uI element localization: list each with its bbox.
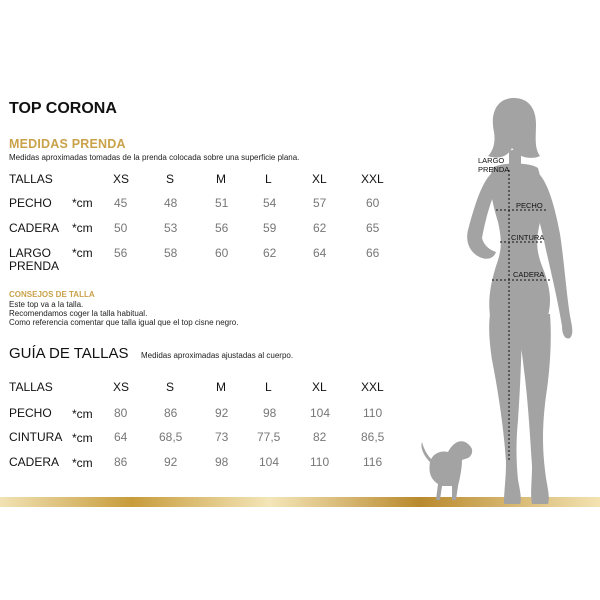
table-cell: 77,5: [257, 430, 281, 444]
consejos-heading: CONSEJOS DE TALLA: [9, 290, 95, 299]
row-label-cadera: CADERA: [9, 221, 60, 235]
size-header: XL: [312, 380, 327, 394]
size-header: S: [166, 172, 175, 186]
size-header: XS: [113, 380, 130, 394]
label-pecho: PECHO: [516, 201, 543, 210]
table-cell: 98: [215, 455, 229, 469]
table-cell: 66: [366, 246, 380, 260]
table-cell: 48: [164, 196, 178, 210]
table-cell: 68,5: [159, 430, 183, 444]
unit-label: *cm: [72, 456, 93, 470]
table-cell: 86: [164, 406, 178, 420]
row-label-cadera: CADERA: [9, 455, 60, 469]
table-cell: 65: [366, 221, 380, 235]
table-cell: 45: [114, 196, 128, 210]
table-cell: 86,5: [361, 430, 385, 444]
size-header: L: [265, 172, 272, 186]
table-cell: 53: [164, 221, 178, 235]
table-cell: 50: [114, 221, 128, 235]
consejos-line: Recomendamos coger la talla habitual.: [9, 309, 148, 318]
size-header: XL: [312, 172, 327, 186]
table-cell: 86: [114, 455, 128, 469]
table-cell: 92: [164, 455, 178, 469]
table-cell: 110: [310, 455, 330, 469]
row-label-largo: LARGO: [9, 246, 52, 260]
medidas-prenda-heading: MEDIDAS PRENDA: [9, 137, 126, 151]
body-measurement-figure: [410, 90, 600, 510]
table-cell: 57: [313, 196, 327, 210]
label-cintura: CINTURA: [511, 233, 545, 242]
guia-heading: GUÍA DE TALLAS: [9, 345, 129, 362]
size-header: XXL: [361, 172, 384, 186]
table-cell: 60: [366, 196, 380, 210]
consejos-line: Este top va a la talla.: [9, 300, 84, 309]
unit-label: *cm: [72, 431, 93, 445]
table-header-tallas: TALLAS: [9, 172, 53, 186]
table-cell: 116: [363, 455, 383, 469]
size-header: S: [166, 380, 175, 394]
table-cell: 60: [215, 246, 229, 260]
unit-label: *cm: [72, 196, 93, 210]
row-label-pecho: PECHO: [9, 406, 52, 420]
table-cell: 56: [215, 221, 229, 235]
unit-label: *cm: [72, 221, 93, 235]
table-cell: 62: [313, 221, 327, 235]
table-cell: 98: [263, 406, 277, 420]
unit-label: *cm: [72, 246, 93, 260]
table-cell: 82: [313, 430, 327, 444]
table-cell: 80: [114, 406, 128, 420]
table-cell: 59: [263, 221, 277, 235]
table-header-tallas: TALLAS: [9, 380, 53, 394]
size-header: L: [265, 380, 272, 394]
page-title: TOP CORONA: [9, 100, 117, 117]
table-cell: 92: [215, 406, 229, 420]
size-header: XS: [113, 172, 130, 186]
medidas-prenda-subtitle: Medidas aproximadas tomadas de la prenda colocada sobre una superficie plana.: [9, 153, 300, 162]
table-cell: 104: [310, 406, 331, 420]
label-prenda: PRENDA: [478, 165, 510, 174]
table-cell: 64: [313, 246, 327, 260]
table-cell: 56: [114, 246, 128, 260]
label-cadera: CADERA: [513, 270, 545, 279]
dog-silhouette-icon: [421, 441, 472, 500]
table-cell: 110: [363, 406, 383, 420]
guia-subtitle: Medidas aproximadas ajustadas al cuerpo.: [141, 351, 294, 360]
table-cell: 54: [263, 196, 277, 210]
size-header: M: [216, 172, 226, 186]
table-cell: 51: [215, 196, 229, 210]
row-label-pecho: PECHO: [9, 196, 52, 210]
unit-label: *cm: [72, 407, 93, 421]
consejos-line: Como referencia comentar que talla igual que el top cisne negro.: [9, 318, 239, 327]
row-label-cintura: CINTURA: [9, 430, 63, 444]
row-label-prenda: PRENDA: [9, 259, 60, 273]
size-header: XXL: [361, 380, 384, 394]
size-header: M: [216, 380, 226, 394]
table-cell: 104: [259, 455, 280, 469]
table-cell: 73: [215, 430, 229, 444]
table-cell: 58: [164, 246, 178, 260]
label-largo: LARGO: [478, 156, 505, 165]
table-cell: 64: [114, 430, 128, 444]
table-cell: 62: [263, 246, 277, 260]
